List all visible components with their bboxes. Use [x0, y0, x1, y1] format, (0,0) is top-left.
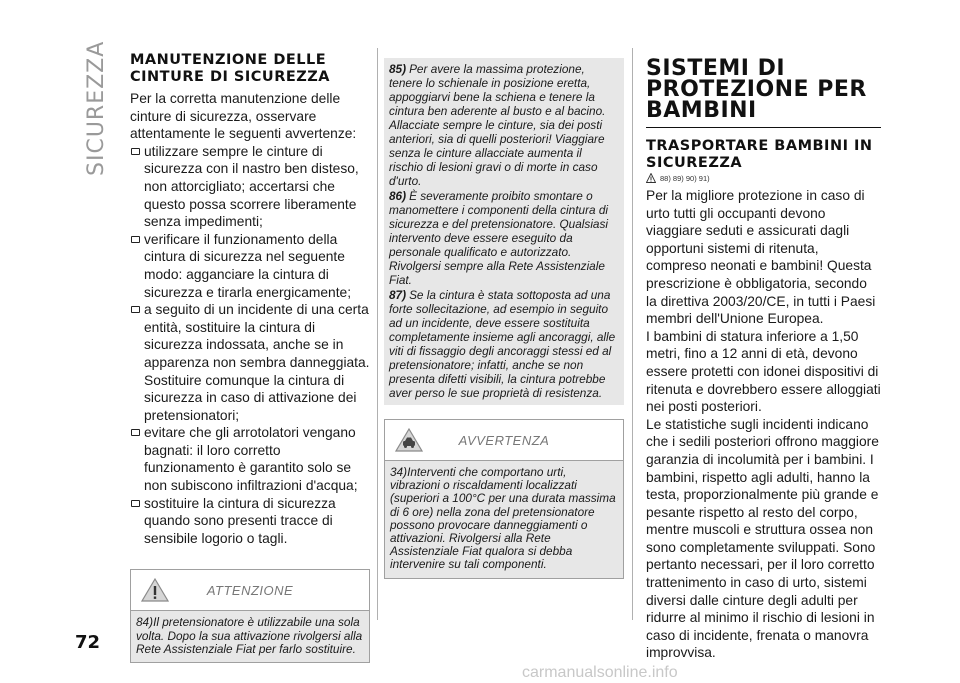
child-protection-heading: SISTEMI DI PROTEZIONE PER BAMBINI — [646, 58, 881, 128]
attention-label: ATTENZIONE — [206, 582, 294, 598]
note-number: 34) — [390, 465, 408, 479]
note-number: 87) — [389, 288, 407, 302]
attention-callout-header — [131, 570, 369, 611]
attention-callout — [130, 569, 370, 663]
note-item — [136, 616, 364, 656]
note-text: È severamente proibito smontare o manomettere i componenti della cintura di sicurezza e del pretensionatore. Qualsiasi intervento deve essere eseguito da personale qualificato e autorizzato. Rivolgersi sempre alla Rete Assistenziale Fiat. — [389, 189, 609, 287]
page-number: 72 — [75, 632, 101, 653]
warning-triangle-icon — [141, 577, 169, 603]
maintenance-intro: Per la corretta manutenzione delle cinture di sicurezza, osservare attentamente le seguenti avvertenze: — [130, 91, 357, 142]
note-text: Se la cintura è stata sottoposta ad una forte sollecitazione, ad esempio in seguito ad un incidente, deve essere sostituita completamente insieme agli ancoraggi, alle viti di fissaggio degli ancoraggi stessi ed al pretensionatore; infatti, anche se non presenta difetti visibili, la cintura potrebbe aver perso le sue proprietà di resistenza. — [389, 288, 616, 400]
list-item: evitare che gli arrotolatori vengano bagnati: il loro corretto funzionamento è garantito solo se non subiscono infiltrazioni d'acqua; — [130, 424, 370, 494]
note-number: 84) — [136, 615, 154, 630]
paragraph: Per la migliore protezione in caso di urto tutti gli occupanti devono viaggiare seduti e assicurati dagli opportuni sistemi di ritenuta, compreso neonati e bambini! Questa prescrizione è obbligatoria, secondo la direttiva 2003/20/CE, in tutti i Paesi membri dell'Unione Europea. — [646, 188, 876, 327]
list-item: sostituire la cintura di sicurezza quando sono presenti tracce di sensibile logorio o tagli. — [130, 495, 370, 548]
warning-icon — [646, 173, 656, 183]
warning-label: AVVERTENZA — [458, 432, 550, 448]
car-warning-icon — [395, 427, 423, 453]
warning-callout-header — [385, 420, 623, 461]
list-item: a seguito di un incidente di una certa entità, sostituire la cintura di sicurezza indossata, anche se in apparenza non sembra danneggiata. Sostituire comunque la cintura di sicurezza in caso di attivazione dei pretensionatori; — [130, 301, 370, 424]
maintenance-heading: MANUTENZIONE DELLE CINTURE DI SICUREZZA — [130, 52, 331, 85]
column-divider — [632, 48, 633, 620]
note-item — [389, 62, 619, 188]
column-divider — [377, 48, 378, 620]
list-item: verificare il funzionamento della cintura di sicurezza nel seguente modo: agganciare la cintura di sicurezza e tirarla energicamente; — [130, 231, 370, 301]
note-item — [389, 189, 619, 287]
paragraph: Le statistiche sugli incidenti indicano che i sedili posteriori offrono maggiore garanzia di incolumità per i bambini. I bambini, rispetto agli adulti, hanno la testa, proporzionalmente più grande e pesante rispetto al resto del corpo, mentre muscoli e struttura ossea non sono completamente sviluppati. Sono pertanto necessari, per il loro corretto trattenimento in caso di urto, sistemi diversi dalle cinture degli adulti per ridurre al minimo il rischio di lesioni in caso di incidente, frenata o manovra improvvisa. — [646, 416, 879, 661]
column-maintenance — [130, 52, 370, 663]
note-text: Per avere la massima protezione, tenere lo schienale in posizione eretta, appoggiarvi bene la schiena e tenere la cintura ben aderente al busto e al bacino. Allacciate sempre le cinture, sia dei posti anteriori, sia di quelli posteriori! Viaggiare senza le cinture allacciate aumenta il rischio di lesioni gravi o di morte in caso d'urto. — [389, 62, 606, 188]
watermark: carmanualsonline.info — [522, 664, 678, 681]
warning-callout-body — [385, 461, 623, 578]
attention-callout-body — [131, 611, 369, 662]
warning-callout — [384, 419, 624, 579]
note-text: Interventi che comportano urti, vibrazioni o riscaldamenti localizzati (superiori a 100°C per una durata massima di 6 ore) nella zona del pretensionatore possono provocare danneggiamenti o attivazioni. Rivolgersi alla Rete Assistenziale Fiat qualora si debba intervenire su tali componenti. — [390, 465, 616, 572]
note-references — [646, 173, 881, 183]
notes-box — [384, 58, 624, 405]
paragraph: I bambini di statura inferiore a 1,50 metri, fino a 12 anni di età, devono essere protetti con idonei dispositivi di ritenuta e dovrebbero essere alloggiati nei posti posteriori. — [646, 328, 881, 415]
column-child-protection — [646, 56, 881, 662]
list-item: utilizzare sempre le cinture di sicurezza con il nastro ben disteso, non attorcigliato; accertarsi che questo possa scorrere liberamente senza impedimenti; — [130, 143, 370, 231]
note-item — [390, 466, 618, 572]
note-item — [389, 288, 619, 400]
note-text: Il pretensionatore è utilizzabile una sola volta. Dopo la sua attivazione rivolgersi alla Rete Assistenziale Fiat per farlo sostituire. — [136, 615, 363, 656]
reference-numbers: 88) 89) 90) 91) — [660, 173, 710, 183]
transport-children-subheading: TRASPORTARE BAMBINI IN SICUREZZA — [646, 138, 873, 171]
column-notes — [384, 56, 624, 579]
note-number: 85) — [389, 62, 407, 76]
section-side-title: SICUREZZA — [84, 40, 109, 176]
note-number: 86) — [389, 189, 407, 203]
